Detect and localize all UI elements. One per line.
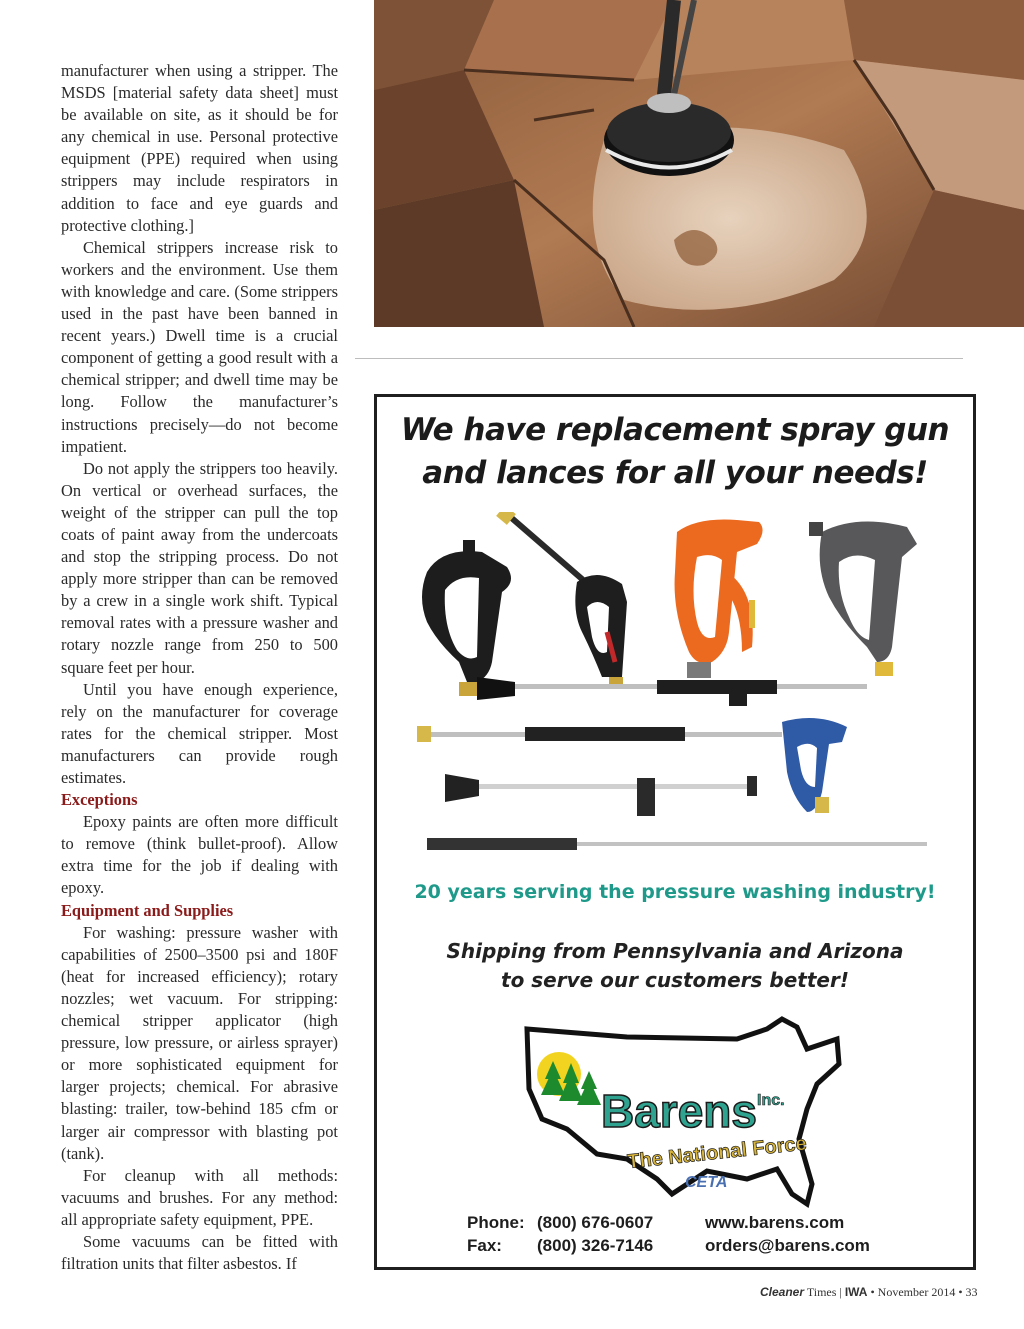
footer-page-number: 33 [965,1285,978,1299]
section-heading-exceptions: Exceptions [61,790,138,810]
lance-4 [427,838,927,850]
lance-1 [477,677,867,706]
article-paragraph: Chemical strippers increase risk to workers and the environment. Use them with knowledge and care. (Some strippers used in the past have been banned in recent years.) Dwell time is a crucial component of getting a good result with a chemical stripper; and dwell time may be long. Follow the manufacturer’s instructions precisely—do not become impatient. [61,237,338,456]
surface-cleaner-photo [374,0,1024,327]
national-force-logo-text: The National Force [626,1132,808,1174]
ad-headline-line-2: and lances for all your needs! [422,455,928,491]
email-link[interactable]: orders@barens.com [705,1236,870,1255]
ad-headline-line-1: We have replacement spray gun [400,412,950,448]
spray-guns-and-lances-image [397,512,957,864]
footer-org: IWA [844,1285,868,1299]
phone-row [467,1211,653,1234]
article-paragraph: Do not apply the strippers too heavily. On vertical or overhead surfaces, the weight of the stripper can pull the top coats of paint away from the undercoats and stop the stripping process. Do not apply more stripper than can be removed by a crew in a single work shift. Typical removal rates with a pressure washer and rotary nozzle range from 250 to 500 square feet per hour. [61,458,338,677]
ceta-logo-text: CETA [685,1174,728,1191]
page-footer [760,1285,978,1300]
barens-us-map-logo [507,1009,847,1209]
barens-advertisement [374,394,976,1270]
article-column [61,60,338,1275]
black-spray-gun-1 [422,540,511,696]
footer-separator: | [836,1285,845,1299]
ad-shipping-line-2: to serve our customers better! [501,968,849,992]
inc-logo-text: Inc. [757,1092,785,1109]
orange-spray-gun [675,520,763,679]
fax-label: Fax: [467,1236,502,1255]
article-paragraph: Some vacuums can be fitted with filtration units that filter asbestos. If [61,1231,338,1274]
lance-2 [417,718,847,813]
grey-spray-gun [809,522,917,676]
article-paragraph: For cleanup with all methods: vacuums and brushes. For any method: all appropriate safety equipment, PPE. [61,1165,338,1229]
website-link[interactable]: www.barens.com [705,1213,845,1232]
flagstone-floor-image [374,0,1024,327]
ad-shipping-line-1: Shipping from Pennsylvania and Arizona [446,939,904,963]
footer-magazine-name: Cleaner [760,1285,805,1299]
footer-issue: • November 2014 • [867,1285,966,1299]
ad-headline [377,409,973,495]
phone-number: (800) 676-0607 [537,1213,654,1232]
article-paragraph: manufacturer when using a stripper. The MSDS [material safety data sheet] must be available on site, as it should be for any chemical in use. Personal protective equipment (PPE) required when using strippers may include respirators in addition to face and eye guards and protective clothing.] [61,61,338,235]
ad-phone-fax [467,1211,653,1257]
fax-row [467,1234,653,1257]
footer-magazine-name-2: Times [806,1285,837,1299]
fax-number: (800) 326-7146 [537,1236,654,1255]
ad-web-email [705,1211,870,1257]
phone-label: Phone: [467,1213,525,1232]
barens-logo-text: Barens [601,1085,757,1137]
ad-shipping [377,937,973,995]
section-heading-equipment: Equipment and Supplies [61,900,234,920]
ad-tagline: 20 years serving the pressure washing industry! [414,881,936,903]
lance-3 [445,774,757,816]
article-paragraph: For washing: pressure washer with capabilities of 2500–3500 psi and 180F (heat for increased efficiency); rotary nozzles; wet vacuum. For stripping: chemical stripper applicator (high pressure, low pressure, or airless sprayer) or more sophisticated equipment for larger projects; chemical. For abrasive blasting: trailer, tow-behind 185 cfm or larger air compressor with blasting pot (tank). [61,922,338,1163]
red-trigger-spray-gun [496,512,627,689]
article-paragraph: Epoxy paints are often more difficult to remove (think bullet-proof). Allow extra time for the job if dealing with epoxy. [61,812,338,898]
article-paragraph: Until you have enough experience, rely on the manufacturer for coverage rates for the chemical stripper. Most manufacturers can provide rough estimates. [61,679,338,787]
divider-rule [355,358,963,359]
